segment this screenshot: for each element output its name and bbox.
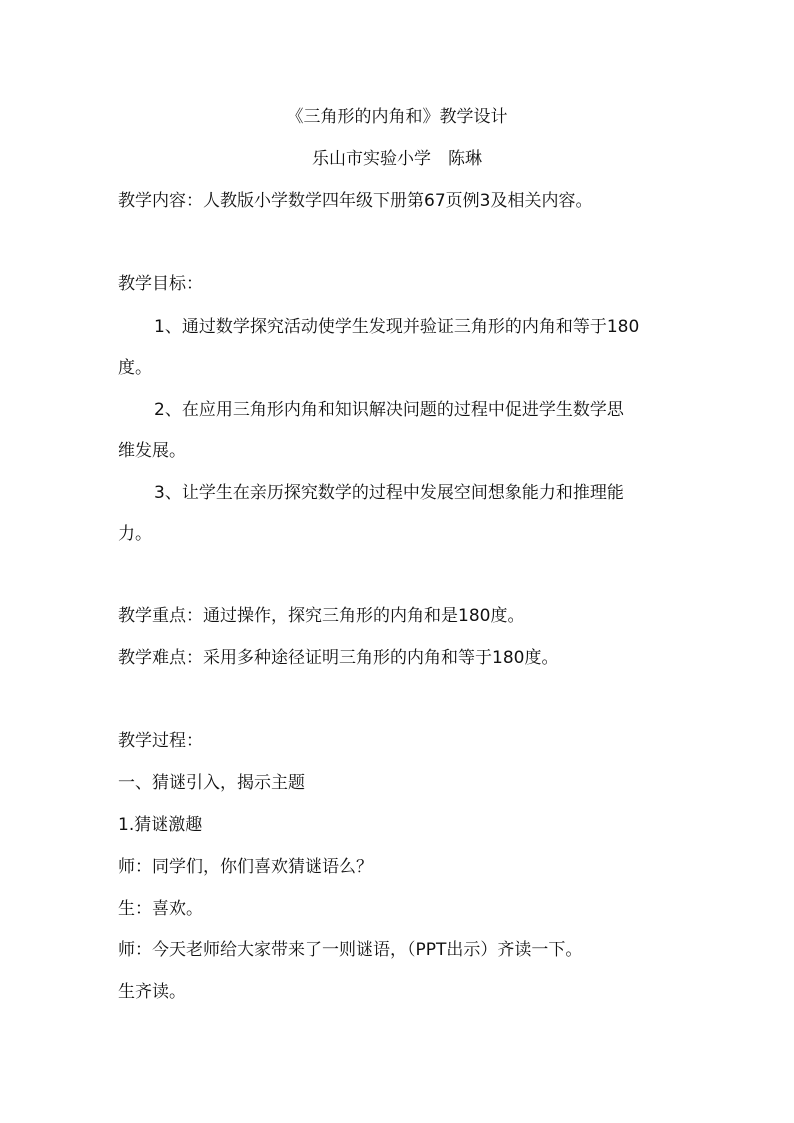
goal-2-line-2: 维发展。 [118, 441, 186, 461]
goal-1-line-1: 1、通过数学探究活动使学生发现并验证三角形的内角和等于180 [154, 317, 640, 337]
teaching-content: 教学内容：人教版小学数学四年级下册第67页例3及相关内容。 [118, 191, 593, 211]
dialog-line-4: 生齐读。 [118, 982, 186, 1002]
key-point: 教学重点：通过操作，探究三角形的内角和是180度。 [118, 606, 525, 626]
goals-heading: 教学目标： [118, 274, 203, 294]
subsection-1-heading: 1.猜谜激趣 [118, 815, 203, 835]
dialog-line-3: 师：今天老师给大家带来了一则谜语，（PPT出示）齐读一下。 [118, 940, 583, 960]
goal-2-line-1: 2、在应用三角形内角和知识解决问题的过程中促进学生数学思 [154, 400, 624, 420]
process-heading: 教学过程： [118, 731, 203, 751]
dialog-line-2: 生：喜欢。 [118, 899, 203, 919]
dialog-line-1: 师：同学们，你们喜欢猜谜语么？ [118, 857, 373, 877]
difficult-point: 教学难点：采用多种途径证明三角形的内角和等于180度。 [118, 648, 559, 668]
document-title: 《三角形的内角和》教学设计 [286, 107, 508, 127]
goal-1-line-2: 度。 [118, 358, 152, 378]
author-line: 乐山市实验小学 陈琳 [312, 149, 482, 169]
goal-3-line-2: 力。 [118, 524, 152, 544]
goal-3-line-1: 3、让学生在亲历探究数学的过程中发展空间想象能力和推理能 [154, 483, 624, 503]
section-1-heading: 一、猜谜引入，揭示主题 [118, 773, 305, 793]
